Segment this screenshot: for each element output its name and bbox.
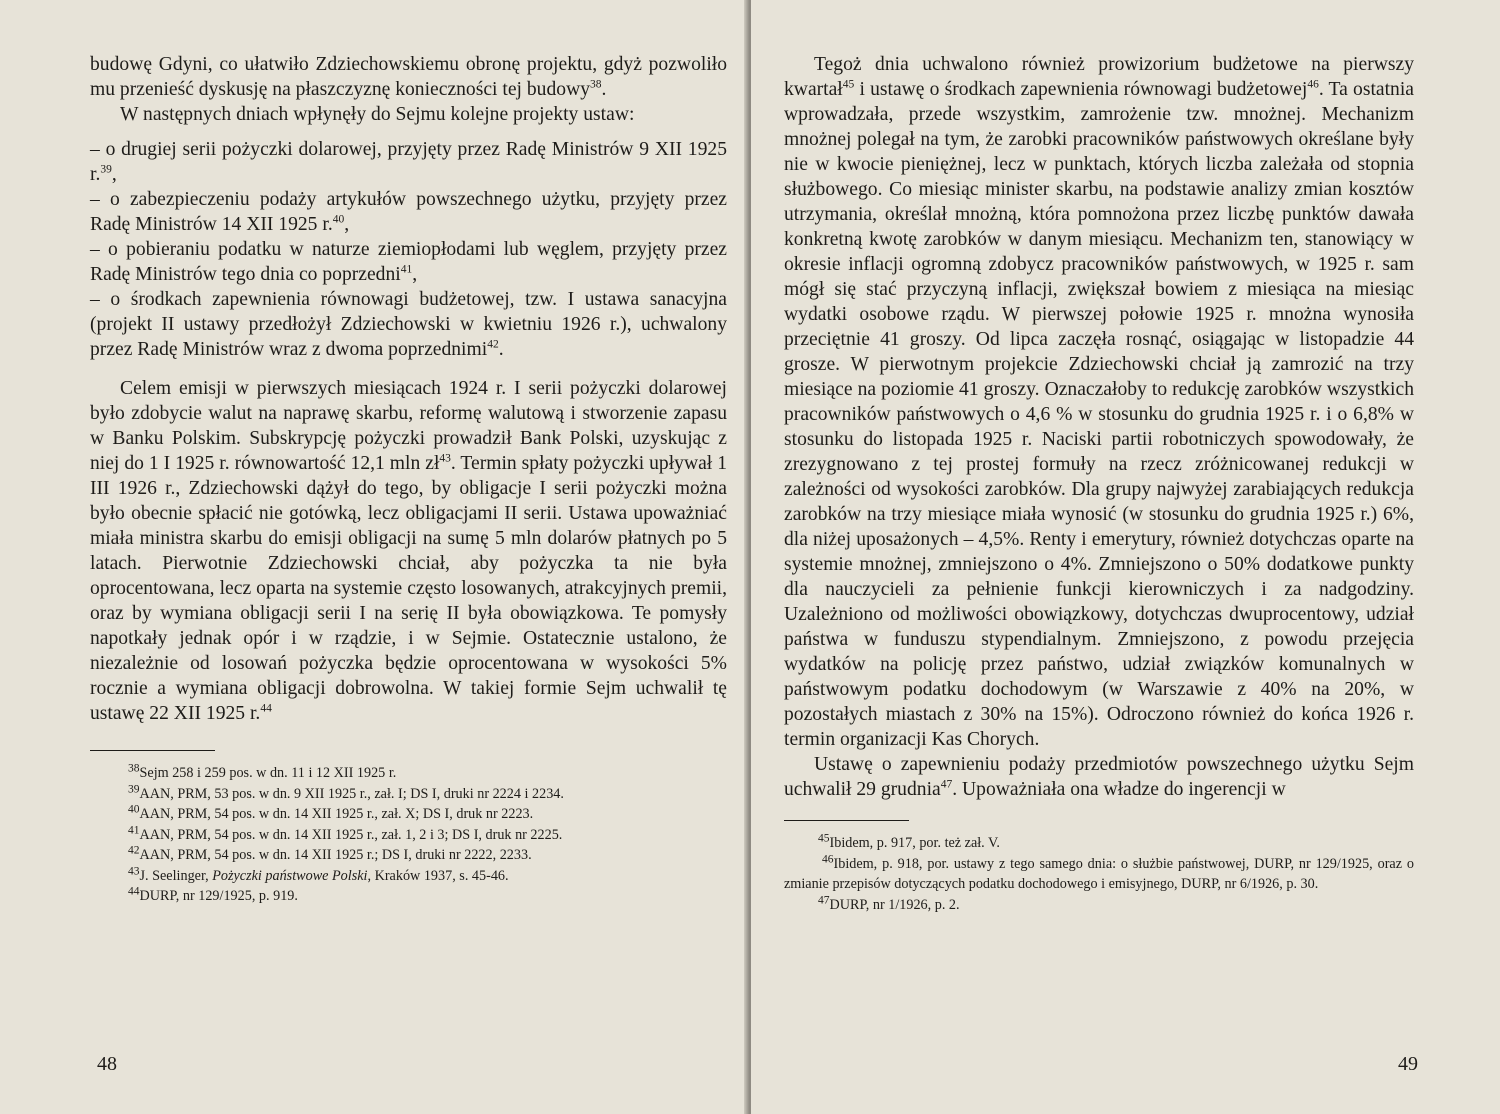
footnote: $^{45}$Ibidem, p. 917, por. też zał. V. [818, 832, 1000, 851]
right-page [751, 0, 1500, 1114]
footnote: $^{44}$DURP, nr 129/1925, p. 919. [128, 885, 298, 904]
list-item: – o pobieraniu podatku w naturze ziemiopłodami lub węglem, przyjęty przez Radę Ministrów tego dnia co poprzedni$^{41}$, [90, 239, 727, 285]
paragraph: Celem emisji w pierwszych miesiącach 1924 r. I serii pożyczki dolarowej było zdobycie walut na naprawę skarbu, reformę walutową i stworzenie zapasu w Banku Polskim. Subskrypcję pożyczki prowadził Bank Polski, uzyskując z niej do 1 I 1925 r. równowartość 12,1 mln $zł^{43}$. Termin spłaty pożyczki upływał 1 III 1926 r., Zdziechowski dążył do tego, by obligacje I serii pożyczki można było obecnie spłacić nie gotówką, lecz obligacjami II serii. Ustawa upoważniać miała ministra skarbu do emisji obligacji na sumę 5 mln dolarów płatnych po 5 latach. Pierwotnie Zdziechowski chciał, aby pożyczka ta nie była oprocentowana, lecz oparta na systemie często losowanych, atrakcyjnych premii, oraz by wymiana obligacji serii I na serię II była obowiązkowa. Te pomysły napotkały jednak opór i w rządzie, i w Sejmie. Ostatecznie ustalono, że niezależnie od losowań pożyczka będzie oprocentowana w wysokości 5% rocznie a wymiana obligacji dobrowolna. W takiej formie Sejm uchwalił tę ustawę 22 XII 1925 r.$^{44}$ [90, 378, 727, 724]
footnote-divider [784, 820, 909, 821]
right-body-text [784, 52, 1414, 802]
left-page [0, 0, 749, 1114]
paragraph: W następnych dniach wpłynęły do Sejmu kolejne projekty ustaw: [120, 104, 635, 125]
list-item: – o zabezpieczeniu podaży artykułów powszechnego użytku, przyjęty przez Radę Ministrów 14 XII 1925 r.$^{40}$, [90, 189, 727, 235]
paragraph: budowę Gdyni, co ułatwiło Zdziechowskiemu obronę projektu, gdyż pozwoliło mu przenieść dyskusję na płaszczyznę konieczności tej budowy$^{38}$. [90, 54, 727, 100]
right-footnotes [784, 833, 1414, 915]
footnote: $^{46}$Ibidem, p. 918, por. ustawy z tego samego dnia: o służbie państwowej, DURP, nr 129/1925, oraz o zmianie przepisów dotyczących podatku dochodowego i emisyjnego, DURP, nr 6/1926, p. 30. [784, 852, 1414, 892]
left-body-text [90, 52, 727, 726]
left-footnotes [90, 763, 727, 907]
page-number: 48 [97, 1053, 117, 1075]
list-item: – o środkach zapewnienia równowagi budżetowej, tzw. I ustawa sanacyjna (projekt II ustawy przedłożył Zdziechowski w kwietniu 1926 r.), uchwalony przez Radę Ministrów wraz z dwoma poprzednimi$^{42}$. [90, 289, 727, 360]
footnote: $^{47}$DURP, nr 1/1926, p. 2. [818, 893, 960, 913]
footnote: $^{41}$AAN, PRM, 54 pos. w dn. 14 XII 1925 r., zał. 1, 2 i 3; DS I, druk nr 2225. [128, 823, 563, 843]
footnote: $^{38}$Sejm 258 i 259 pos. w dn. 11 i 12 XII 1925 r. [128, 762, 397, 781]
list-item: – o drugiej serii pożyczki dolarowej, przyjęty przez Radę Ministrów 9 XII 1925 r.$^{39}$, [90, 139, 727, 185]
paragraph: Tegoż dnia uchwalono również prowizorium budżetowe na pierwszy kwartał$^{45}$ i ustawę o środkach zapewnienia równowagi budżetowej$^{46}$. Ta ostatnia wprowadzała, przede wszystkim, zamrożenie tzw. mnożnej. Mechanizm mnożnej polegał na tym, że zarobki pracowników państwowych określane były nie w kwocie pieniężnej, lecz w punktach, których liczba zależała od stopnia służbowego. Co miesiąc minister skarbu, na podstawie analizy zmian kosztów utrzymania, określał mnożną, która pomnożona przez liczbę punktów dawała konkretną kwotę zarobków w danym miesiącu. Mechanizm ten, stanowiący w okresie inflacji ogromną zdobycz pracowników państwowych, w 1925 r. sam mógł się stać przyczyną inflacji, zwiększał bowiem z miesiąca na miesiąc wydatki osobowe rządu. W pierwszej połowie 1925 r. mnożna wynosiła przeciętnie 41 groszy. Od lipca zaczęła rosnąć, osiągając w listopadzie 44 grosze. W pierwotnym projekcie Zdziechowski chciał ją zamrozić na trzy miesiące na poziomie 41 groszy. Oznaczałoby to redukcję zarobków wszystkich pracowników państwowych o 4,6 % w stosunku do grudnia 1925 r. i o 6,8% w stosunku do listopada 1925 r. Naciski partii robotniczych spowodowały, że zrezygnowano z tej prostej formuły na rzecz zróżnicowanej redukcji w zależności od wysokości zarobków. Dla grupy najwyżej zarabiających redukcja zarobków na trzy miesiące miała wynosić (w stosunku do grudnia 1925 r.) 6%, dla niżej uposażonych – 4,5%. Renty i emerytury, również dotychczas oparte na systemie mnożnej, zmniejszono o 4%. Zmniejszono o 50% dodatkowe punkty dla nauczycieli za pełnienie funkcji kierowniczych i za nadgodziny. Uzależniono od możliwości obowiązkowy, dotychczas dwuprocentowy, udział państwa w funduszu stypendialnym. Zmniejszono, z powodu przejęcia wydatków na policję przez państwo, udział związków komunalnych w państwowym podatku dochodowym (w Warszawie z 40% na 20%, w pozostałych miastach z 30% na 15%). Odroczono również do końca 1926 r. termin organizacji Kas Chorych. [784, 54, 1414, 750]
footnote: $^{43}$J. Seelinger, Pożyczki państwowe Polski, Kraków 1937, s. 45-46. [128, 864, 509, 884]
footnote: $^{40}$AAN, PRM, 54 pos. w dn. 14 XII 1925 r., zał. X; DS I, druk nr 2223. [128, 803, 534, 822]
footnote: $^{39}$AAN, PRM, 53 pos. w dn. 9 XII 1925 r., zał. I; DS I, druki nr 2224 i 2234. [128, 782, 564, 802]
footnote-divider [90, 750, 215, 751]
footnote: $^{42}$AAN, PRM, 54 pos. w dn. 14 XII 1925 r.; DS I, druki nr 2222, 2233. [128, 844, 532, 863]
page-number: 49 [1398, 1053, 1418, 1075]
paragraph: Ustawę o zapewnieniu podaży przedmiotów powszechnego użytku Sejm uchwalił 29 grudnia$^{47}$. Upoważniała ona władze do ingerencji w [784, 754, 1414, 800]
